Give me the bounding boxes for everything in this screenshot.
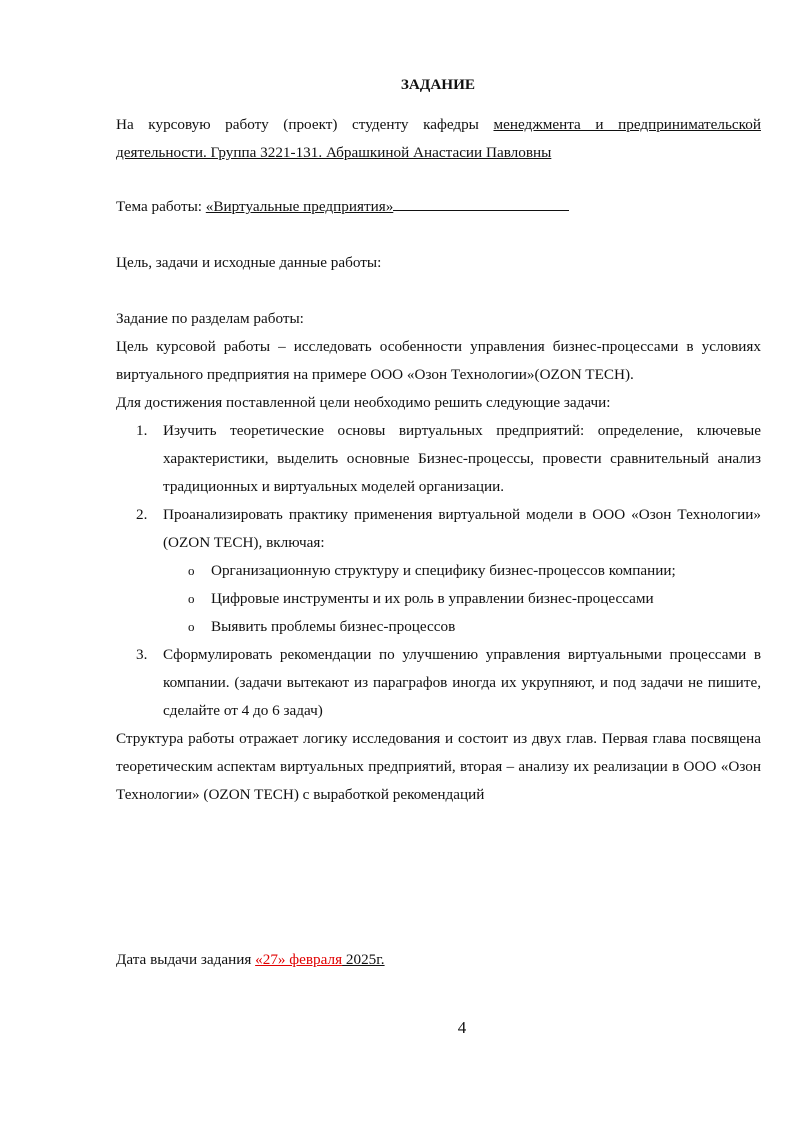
intro-prefix: На курсовую работу (проект) студенту кафедры	[116, 116, 494, 133]
bullet-icon: o	[188, 563, 195, 578]
subtask-text: Цифровые инструменты и их роль в управлении бизнес-процессами	[211, 590, 654, 607]
task-text: Сформулировать рекомендации по улучшению управления виртуальными процессами в компании. (задачи вытекают из параграфов иногда их укрупняют, и под задачи не пишите, сделайте от 4 до 6 задач)	[163, 646, 761, 719]
topic-line	[116, 193, 761, 221]
topic-blank-line	[393, 196, 569, 211]
task-number: 3.	[136, 646, 148, 663]
bullet-icon: o	[188, 619, 195, 634]
issue-date-year: 2025г.	[342, 951, 385, 968]
issue-date-day: «27» февраля	[255, 951, 343, 968]
goals-heading: Цель, задачи и исходные данные работы:	[116, 254, 382, 271]
department-text: менеджмента и предпринимательской деятельности. Группа 3221-131. Абрашкиной Анастасии Павловны	[116, 116, 761, 161]
subtask-text: Организационную структуру и специфику бизнес-процессов компании;	[211, 562, 676, 579]
structure-paragraph: Структура работы отражает логику исследования и состоит из двух глав. Первая глава посвящена теоретическим аспектам виртуальных предприятий, вторая – анализу их реализации в ООО «Озон Технологии» (OZON TECH) с выработкой рекомендаций	[116, 730, 761, 803]
subtask-item	[163, 557, 761, 585]
subtask-item	[163, 613, 761, 641]
bullet-icon: o	[188, 591, 195, 606]
goal-paragraph: Цель курсовой работы – исследовать особенности управления бизнес-процессами в условиях виртуального предприятия на примере ООО «Озон Технологии»(OZON TECH).	[116, 338, 761, 383]
task-number: 2.	[136, 506, 148, 523]
topic-value: «Виртуальные предприятия»	[205, 198, 394, 215]
page-number: 4	[457, 1018, 467, 1037]
task-item	[116, 501, 761, 641]
topic-label: Тема работы:	[116, 198, 206, 215]
subtask-item	[163, 585, 761, 613]
subtask-list	[163, 557, 761, 641]
task-text: Проанализировать практику применения виртуальной модели в ООО «Озон Технологии» (OZON TECH), включая:	[163, 506, 761, 551]
tasks-list	[116, 417, 761, 725]
task-item	[116, 417, 761, 501]
tasks-intro: Для достижения поставленной цели необходимо решить следующие задачи:	[116, 394, 611, 411]
sections-heading: Задание по разделам работы:	[116, 310, 304, 327]
page-title: ЗАДАНИЕ	[400, 76, 476, 93]
task-number: 1.	[136, 422, 148, 439]
issue-date-label: Дата выдачи задания	[116, 951, 256, 968]
intro-paragraph	[116, 111, 761, 167]
subtask-text: Выявить проблемы бизнес-процессов	[211, 618, 456, 635]
issue-date-line	[116, 946, 761, 974]
task-item	[116, 641, 761, 725]
task-text: Изучить теоретические основы виртуальных предприятий: определение, ключевые характеристики, выделить основные Бизнес-процессы, провести сравнительный анализ традиционных и виртуальных моделей организации.	[163, 422, 761, 495]
